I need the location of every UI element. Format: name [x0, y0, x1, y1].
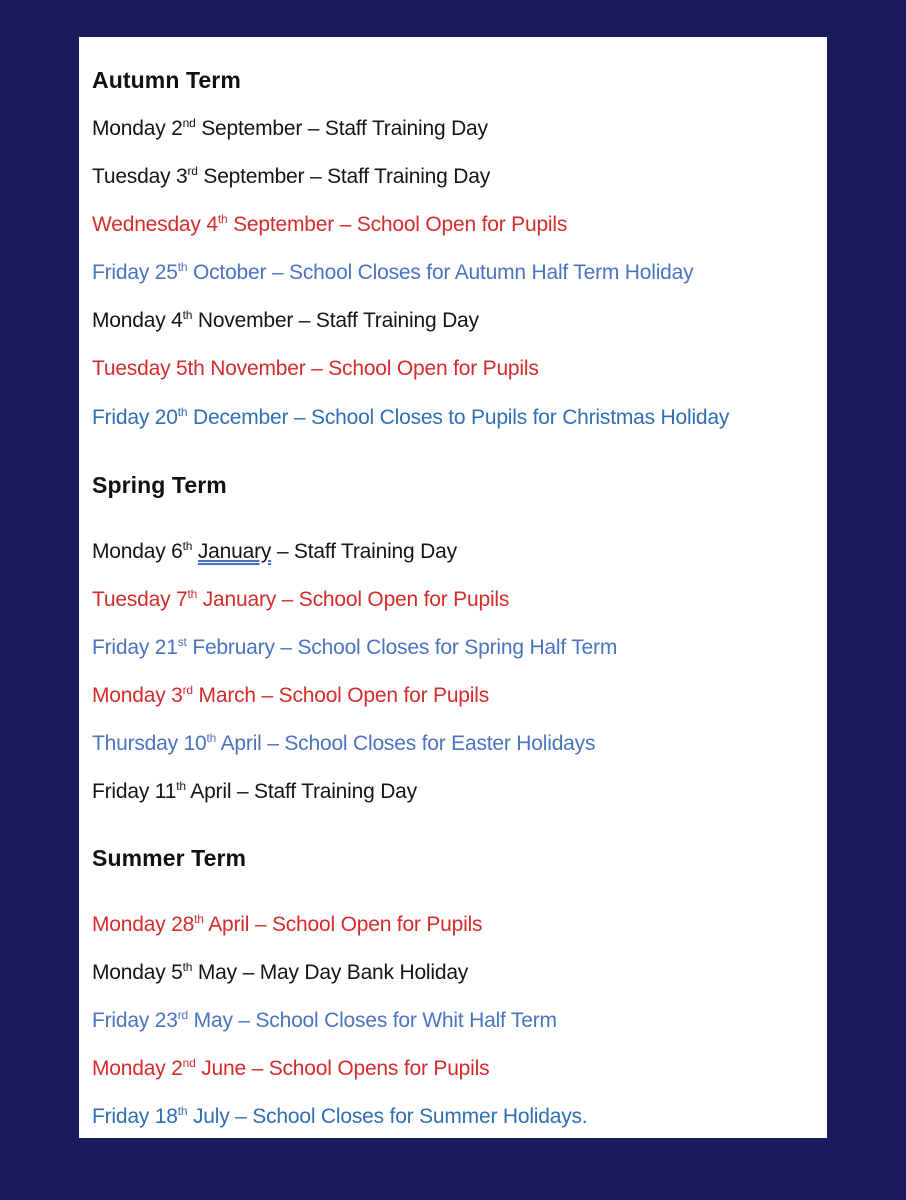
spring-item-3: Friday 21st February – School Closes for Spring Half Term	[92, 635, 618, 659]
spring-item-5: Thursday 10th April – School Closes for Easter Holidays	[92, 731, 596, 755]
spring-term-heading: Spring Term	[92, 472, 227, 498]
autumn-item-3: Wednesday 4th September – School Open for Pupils	[92, 212, 568, 236]
summer-item-3: Friday 23rd May – School Closes for Whit Half Term	[92, 1008, 557, 1032]
spelling-flagged-word: January	[197, 540, 272, 563]
autumn-item-5: Monday 4th November – Staff Training Day	[92, 308, 479, 332]
autumn-term-heading: Autumn Term	[92, 67, 241, 93]
autumn-item-7: Friday 20th December – School Closes to Pupils for Christmas Holiday	[92, 405, 730, 429]
autumn-item-2: Tuesday 3rd September – Staff Training Day	[92, 164, 491, 188]
summer-item-1: Monday 28th April – School Open for Pupils	[92, 912, 483, 936]
summer-item-2: Monday 5th May – May Day Bank Holiday	[92, 960, 469, 984]
summer-item-5: Friday 18th July – School Closes for Summer Holidays.	[92, 1104, 588, 1128]
document-page	[79, 37, 827, 1138]
spring-item-6: Friday 11th April – Staff Training Day	[92, 779, 417, 803]
spring-item-1: Monday 6th January – Staff Training Day	[92, 539, 457, 563]
autumn-item-6: Tuesday 5th November – School Open for Pupils	[92, 357, 539, 380]
spring-item-2: Tuesday 7th January – School Open for Pupils	[92, 587, 510, 611]
summer-term-heading: Summer Term	[92, 845, 247, 871]
autumn-item-1: Monday 2nd September – Staff Training Day	[92, 116, 488, 140]
summer-item-4: Monday 2nd June – School Opens for Pupils	[92, 1056, 490, 1080]
autumn-item-4: Friday 25th October – School Closes for Autumn Half Term Holiday	[92, 260, 694, 284]
spring-item-4: Monday 3rd March – School Open for Pupils	[92, 683, 490, 707]
